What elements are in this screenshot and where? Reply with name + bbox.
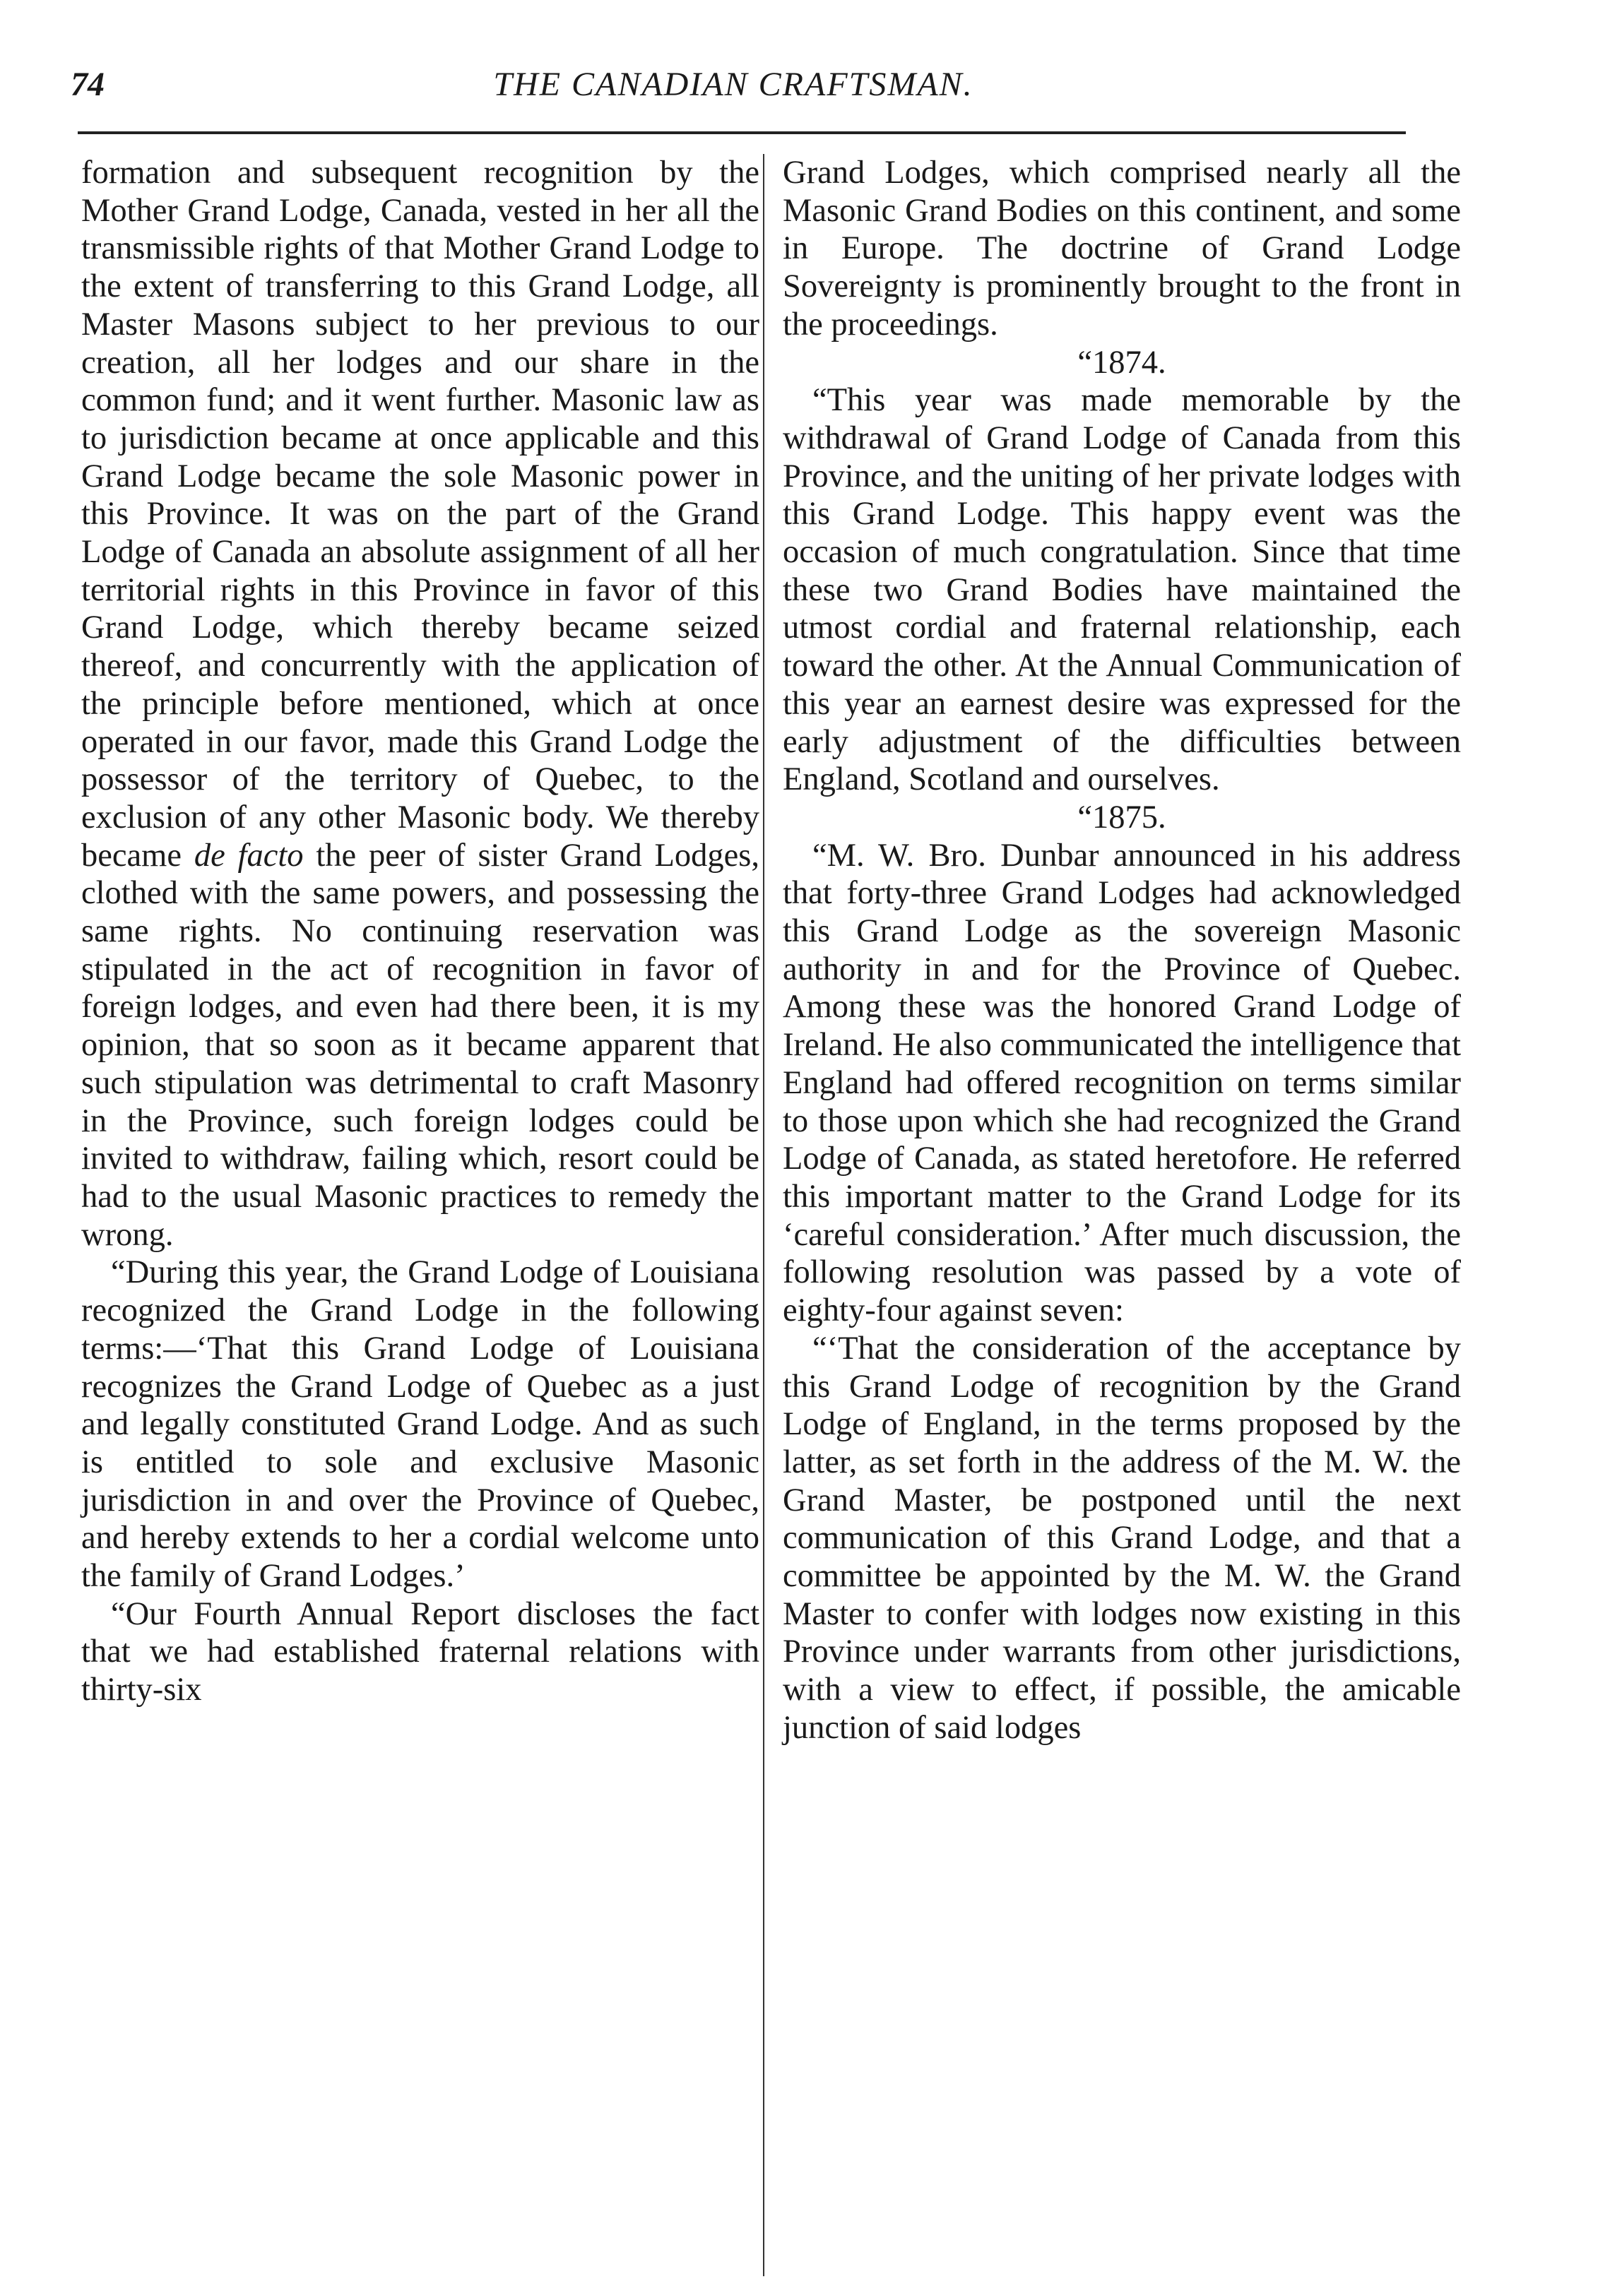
paragraph-text: the peer of sister Grand Lodges, clothed with the same powers, and possessing the same rights. No continuing reservation was stipulated in the act of recognition in favor of foreign lodges, and even had there been, it is my opinion, that so soon as it became apparent that such stipulation was detrimental to craft Masonry in the Province, such foreign lodges could be invited to withdraw, failing which, resort could be had to the usual Masonic practices to remedy the wrong. — [81, 837, 760, 1253]
header-rule — [78, 131, 1406, 134]
paragraph-text: formation and subsequent recognition by the Mother Grand Lodge, Canada, vested in her all the transmissible rights of that Mother Grand Lodge to the extent of transferring to this Grand Lodge, all Master Masons subject to her previous to our creation, all her lodges and our share in the common fund; and it went further. Masonic law as to jurisdiction became at once applicable and this Grand Lodge became the sole Masonic power in this Province. It was on the part of the Grand Lodge of Canada an absolute assignment of all her territorial rights in this Province in favor of this Grand Lodge, which thereby became seized thereof, and concurrently with the application of the principle before mentioned, which at once operated in our favor, made this Grand Lodge the possessor of the territory of Quebec, to the exclusion of any other Masonic body. We thereby became — [81, 155, 759, 874]
italic-phrase: de facto — [194, 837, 304, 874]
year-heading: “1874. — [1077, 344, 1166, 381]
page-header — [71, 65, 1396, 136]
year-heading: “1875. — [1077, 799, 1166, 835]
paragraph: “‘That the consideration of the acceptance by this Grand Lodge of recognition by the Grand Lodge of England, in the terms proposed by the latter, as set forth in the address of the M. W. the Grand Master, be postponed until the next communication of this Grand Lodge, and that a committee be appointed by the M. W. the Grand Master to confer with lodges now existing in this Province under warrants from other jurisdictions, with a view to effect, if possible, the amicable junction of said lodges — [783, 1330, 1461, 1746]
running-title: THE CANADIAN CRAFTSMAN. — [493, 66, 973, 103]
right-column — [783, 154, 1461, 1747]
paragraph: “M. W. Bro. Dunbar announced in his address that forty-three Grand Lodges had acknowledged this Grand Lodge as the sovereign Masonic authority in and for the Province of Quebec. Among these was the honored Grand Lodge of Ireland. He also communicated the intelligence that England had offered recognition on terms similar to those upon which she had recognized the Grand Lodge of Canada, as stated heretofore. He referred this important matter to the Grand Lodge for its ‘careful consideration.’ After much discussion, the following resolution was passed by a vote of eighty-four against seven: — [783, 837, 1461, 1329]
paragraph — [81, 154, 759, 1254]
paragraph: “This year was made memorable by the withdrawal of Grand Lodge of Canada from this Province, and the uniting of her private lodges with this Grand Lodge. This happy event was the occasion of much congratulation. Since that time these two Grand Bodies have maintained the utmost cordial and fraternal relationship, each toward the other. At the Annual Communication of this year an earnest desire was expressed for the early adjustment of the difficulties between England, Scotland and ourselves. — [783, 382, 1461, 798]
paragraph: “Our Fourth Annual Report discloses the fact that we had established fraternal relations with thirty-six — [81, 1595, 759, 1708]
left-column — [81, 154, 759, 1709]
page-number: 74 — [71, 66, 105, 103]
paragraph: Grand Lodges, which comprised nearly all the Masonic Grand Bodies on this continent, and some in Europe. The doctrine of Grand Lodge Sovereignty is prominently brought to the front in the proceedings. — [783, 155, 1461, 343]
column-divider — [763, 154, 764, 2276]
paragraph: “During this year, the Grand Lodge of Louisiana recognized the Grand Lodge in the following terms:—‘That this Grand Lodge of Louisiana recognizes the Grand Lodge of Quebec as a just and legally constituted Grand Lodge. And as such is entitled to sole and exclusive Masonic jurisdiction in and over the Province of Quebec, and hereby extends to her a cordial welcome unto the family of Grand Lodges.’ — [81, 1254, 759, 1595]
